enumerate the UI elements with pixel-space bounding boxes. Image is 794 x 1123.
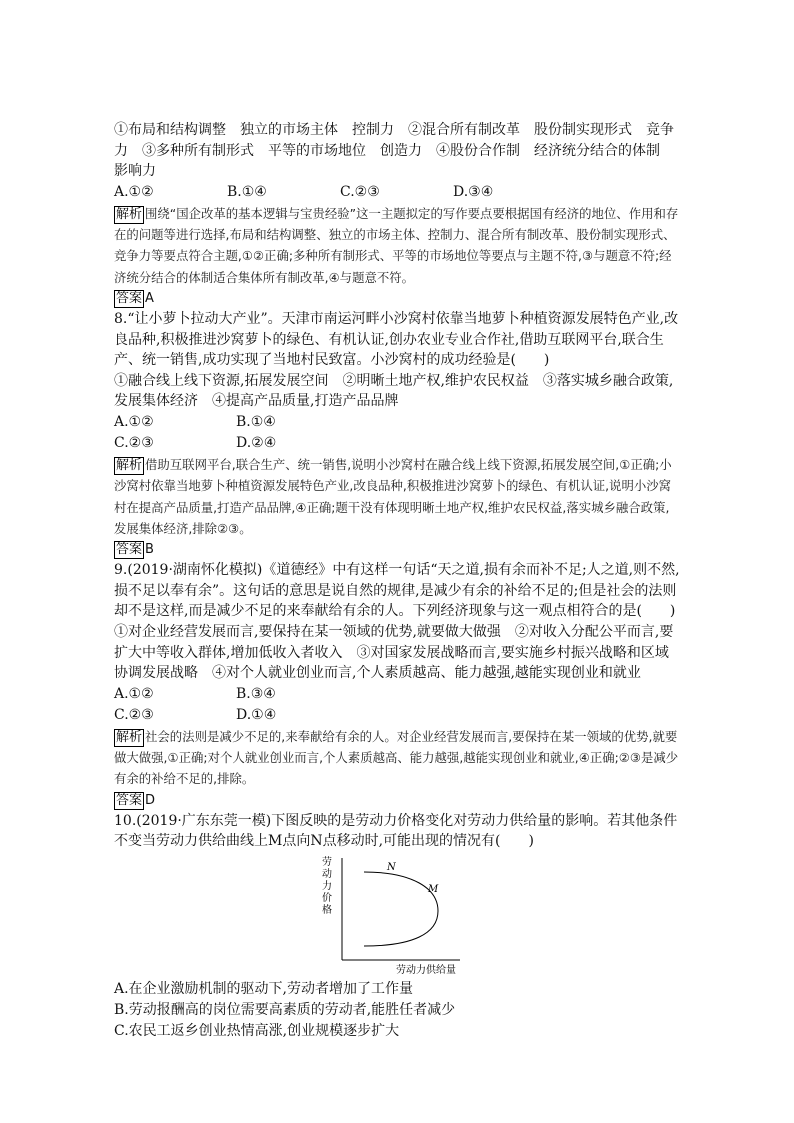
y-axis-label-char-2: 动 <box>322 868 332 880</box>
q8-answer <box>114 539 680 560</box>
analysis-tag: 解析 <box>116 729 143 745</box>
answer-tag: 答案 <box>116 792 143 808</box>
worksheet-page <box>114 120 680 1042</box>
q8-option-c[interactable]: C.②③ <box>114 434 154 451</box>
q8-items: ①融合线上线下资源,拓展发展空间 ②明晰土地产权,维护农民权益 ③落实城乡融合政策,发展集体经济 ④提高产品质量,打造产品品牌 <box>114 372 674 410</box>
q7-option-c[interactable]: C.②③ <box>340 183 380 200</box>
q9-option-a[interactable]: A.①② <box>114 685 154 702</box>
q7-options <box>114 182 680 203</box>
q7-analysis <box>114 203 680 288</box>
q8-analysis <box>114 454 680 539</box>
q10-stem: 10.(2019·广东东莞一模)下图反映的是劳动力价格变化对劳动力供给量的影响。若其他条件不变当劳动力供给曲线上M点向N点移动时,可能出现的情况有( ) <box>114 812 678 850</box>
q7-analysis-text: 围绕“国企改革的基本逻辑与宝贵经验”这一主题拟定的写作要点要根据国有经济的地位、作用和存在的问题等进行选择,布局和结构调整、独立的市场主体、控制力、混合所有制改革、股份制实现形式、竞争力等要点符合主题,①②正确;多种所有制形式、平等的市场地位等要点与主题不符,③与题意不符;经济统分结合的体制适合集体所有制改革,④与题意不符。 <box>114 205 679 285</box>
q9-options-row2 <box>114 705 680 726</box>
q10-option-c[interactable]: C.农民工返乡创业热情高涨,创业规模逐步扩大 <box>114 1022 400 1039</box>
answer-tag: 答案 <box>116 542 143 558</box>
q9-options-row1 <box>114 684 680 705</box>
y-axis-label-char-4: 价 <box>322 892 332 904</box>
q9-analysis <box>114 726 680 790</box>
q7-items: ①布局和结构调整 独立的市场主体 控制力 ②混合所有制改革 股份制实现形式 竞争力 ③多种所有制形式 平等的市场地位 创造力 ④股份合作制 经济统分结合的体制 影响力 <box>114 122 674 180</box>
q8-option-a[interactable]: A.①② <box>114 413 154 430</box>
q8-options-row1 <box>114 412 680 433</box>
q7-answer <box>114 288 680 309</box>
q8-analysis-text: 借助互联网平台,联合生产、统一销售,说明小沙窝村在融合线上线下资源,拓展发展空间,①正确;小沙窝村依靠当地萝卜种植资源发展特色产业,改良品种,积极推进沙窝萝卜的绿色、有机认证,说明小沙窝村在提高产品质量,打造产品品牌,④正确;题干没有体现明晰土地产权,维护农民权益,落实城乡融合政策,发展集体经济,排除②③。 <box>114 456 672 536</box>
q9-answer <box>114 790 680 811</box>
q9-option-c[interactable]: C.②③ <box>114 706 154 723</box>
q9-answer-value: D <box>145 792 156 808</box>
analysis-tag: 解析 <box>116 457 143 473</box>
point-m-label: M <box>428 883 439 895</box>
y-axis-label-char-1: 劳 <box>322 856 332 868</box>
q7-option-d[interactable]: D.③④ <box>453 183 494 200</box>
q8-option-d[interactable]: D.②④ <box>236 434 277 451</box>
q7-option-a[interactable]: A.①② <box>114 183 154 200</box>
q8-answer-value: B <box>145 542 154 558</box>
supply-curve <box>364 872 438 946</box>
q10-option-b[interactable]: B.劳动报酬高的岗位需要高素质的劳动者,能胜任者减少 <box>114 1001 456 1018</box>
q8-stem: 8.“让小萝卜拉动大产业”。天津市南运河畔小沙窝村依靠当地萝卜种植资源发展特色产业,改良品种,积极推进沙窝萝卜的绿色、有机认证,创办农业专业合作社,借助互联网平台,联合生产、统一销售,成功实现了当地村民致富。小沙窝村的成功经验是( ) <box>114 310 679 369</box>
analysis-tag: 解析 <box>116 206 143 222</box>
q9-items: ①对企业经营发展而言,要保持在某一领域的优势,就要做大做强 ②对收入分配公平而言,要扩大中等收入群体,增加低收入者收入 ③对国家发展战略而言,要实施乡村振兴战略和区域协调发展战略 ④对个人就业创业而言,个人素质越高、能力越强,越能实现创业和就业 <box>114 623 674 682</box>
q10-option-a[interactable]: A.在企业激励机制的驱动下,劳动者增加了工作量 <box>114 980 414 997</box>
q7-option-b[interactable]: B.①④ <box>227 183 267 200</box>
point-n-label: N <box>387 861 396 873</box>
q9-option-b[interactable]: B.③④ <box>236 685 276 702</box>
labor-supply-figure <box>114 854 680 979</box>
q9-stem: 9.(2019·湖南怀化模拟)《道德经》中有这样一句话“天之道,损有余而补不足;人之道,则不然,损不足以奉有余”。这句话的意思是说自然的规律,是减少有余的补给不足的;但是社会的法则却不是这样,而是减少不足的来奉献给有余的人。下列经济现象与这一观点相符合的是( ) <box>114 562 680 620</box>
x-axis-label: 劳动力供给量 <box>396 964 456 976</box>
q7-answer-value: A <box>145 290 154 306</box>
labor-supply-chart <box>312 854 472 976</box>
y-axis-label-char-3: 力 <box>322 880 332 892</box>
q9-analysis-text: 社会的法则是减少不足的,来奉献给有余的人。对企业经营发展而言,要保持在某一领域的优势,就要做大做强,①正确;对个人就业创业而言,个人素质越高、能力越强,越能实现创业和就业,④正确;②③是减少有余的补给不足的,排除。 <box>114 728 679 787</box>
y-axis-label-char-5: 格 <box>322 904 332 916</box>
q8-options-row2 <box>114 433 680 454</box>
q9-option-d[interactable]: D.①④ <box>236 706 277 723</box>
q8-option-b[interactable]: B.①④ <box>236 413 276 430</box>
answer-tag: 答案 <box>116 290 143 306</box>
